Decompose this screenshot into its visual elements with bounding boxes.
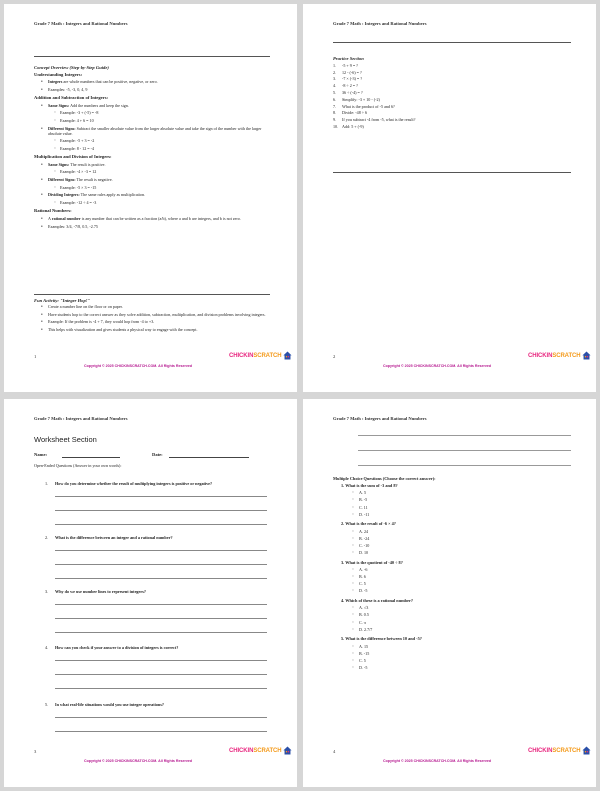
diff-example-2: ○ Example: 8 - 12 = -4 bbox=[34, 146, 272, 151]
item-text: Divide: -48 ÷ 6 bbox=[342, 110, 368, 116]
mcq-question: 1. What is the sum of -3 and 8? bbox=[341, 483, 398, 488]
bullet-text: Subtract the smaller absolute value from the larger absolute value and take the sign of the number with the larger absolute value. bbox=[48, 125, 262, 136]
item-number: 10. bbox=[333, 123, 339, 129]
bullet-text: A bbox=[48, 215, 52, 221]
item-number: 9. bbox=[333, 117, 337, 123]
fun-bullet-4: ● This helps with visualization and gives students a physical way to engage with the concept. bbox=[34, 327, 272, 332]
muldiv-title: Multiplication and Division of Integers: bbox=[34, 154, 112, 160]
worksheet-title: Worksheet Section bbox=[34, 435, 97, 444]
brand-part-1: CHICKIN bbox=[528, 748, 553, 754]
item-text: 12 - (-6) = ? bbox=[342, 69, 362, 75]
fun-bullet-3: ● Example: If the problem is -4 + 7, they would hop from -4 to +3. bbox=[34, 319, 272, 324]
item-text: If you subtract -4 from -5, what is the result? bbox=[342, 117, 416, 123]
item-text: Add: 5 + (-9) bbox=[342, 123, 364, 129]
copyright: Copyright © 2025 CHICKINSCRATCH.COM. All Rights Reserved bbox=[383, 759, 492, 763]
mcq-option[interactable]: ○ D. -5 bbox=[333, 665, 571, 670]
same-example-2: ○ Example: 4 + 6 = 10 bbox=[34, 118, 272, 123]
mcq-question: 5. What is the difference between 10 and -5? bbox=[341, 636, 422, 642]
practice-section bbox=[333, 56, 571, 129]
mcq-option[interactable]: ○ B. -5 bbox=[333, 497, 571, 502]
mcq-option[interactable]: ○ B. -15 bbox=[333, 651, 571, 656]
integers-examples: ● Examples: -5, -3, 0, 4, 9 bbox=[34, 87, 272, 92]
practice-item bbox=[333, 124, 571, 129]
question-text: How do you determine whether the result of multiplying integers is positive or negative? bbox=[55, 481, 213, 486]
bullet-text: The result is negative. bbox=[75, 177, 113, 183]
open-ended-question bbox=[45, 481, 275, 486]
page-number: 3 bbox=[34, 749, 37, 754]
mcq-question: 4. Which of these is a rational number? bbox=[341, 598, 414, 604]
page-4 bbox=[303, 399, 596, 787]
mcq-option[interactable]: ○ C. π bbox=[333, 620, 571, 625]
mcq-option[interactable]: ○ D. 10 bbox=[333, 550, 571, 555]
overview-title: Concept Overview (Step-by-Step Guide) bbox=[34, 65, 109, 70]
practice-item bbox=[333, 83, 571, 88]
practice-item bbox=[333, 104, 571, 109]
house-icon bbox=[582, 746, 591, 755]
answer-line[interactable] bbox=[55, 550, 267, 551]
header-divider bbox=[34, 56, 270, 57]
bullet-text: Add the numbers and keep the sign. bbox=[69, 102, 129, 108]
item-number: 5. bbox=[333, 89, 337, 95]
md-diff-bullet bbox=[34, 177, 272, 182]
copyright: Copyright © 2025 CHICKINSCRATCH.COM. All Rights Reserved bbox=[84, 364, 193, 368]
house-icon bbox=[283, 351, 292, 360]
practice-item bbox=[333, 63, 571, 68]
mcq-section bbox=[333, 476, 571, 670]
bullet-text: are whole numbers that can be positive, negative, or zero. bbox=[62, 79, 158, 85]
practice-item bbox=[333, 90, 571, 95]
bullet-text: The same rules apply as multiplication. bbox=[79, 192, 146, 198]
bold-term: rational number bbox=[51, 215, 81, 221]
bullet-text: is any number that can be written as a fraction (a/b), where a and b are integers, and b is not zero. bbox=[80, 215, 241, 221]
page-header: Grade 7 Math : Integers and Rational Numbers bbox=[34, 21, 128, 26]
item-number: 2. bbox=[333, 69, 337, 75]
mcq-option[interactable]: ○ A. -6 bbox=[333, 567, 571, 572]
answer-line[interactable] bbox=[55, 510, 267, 511]
practice-item bbox=[333, 70, 571, 75]
answer-line[interactable] bbox=[55, 632, 267, 633]
practice-list bbox=[333, 63, 571, 129]
integers-bullet bbox=[34, 79, 272, 84]
mcq-option[interactable]: ○ C. 5 bbox=[333, 581, 571, 586]
question-text: In what real-life situations would you use integer operations? bbox=[55, 702, 164, 707]
concept-overview bbox=[34, 65, 272, 229]
item-number: 8. bbox=[333, 110, 337, 116]
brand-logo bbox=[229, 748, 282, 754]
item-text: -5 + 9 = ? bbox=[342, 62, 358, 68]
bold-term: Same Signs: bbox=[48, 161, 70, 167]
page-3 bbox=[4, 399, 297, 787]
mcq-question: 2. What is the result of -6 × 4? bbox=[341, 521, 396, 527]
answer-line[interactable] bbox=[55, 674, 267, 675]
answer-line[interactable] bbox=[55, 688, 267, 689]
question-number: 5. bbox=[45, 702, 49, 707]
open-ended-question bbox=[45, 645, 275, 650]
mcq-option[interactable]: ○ A. 15 bbox=[333, 644, 571, 649]
section-divider bbox=[333, 172, 571, 173]
brand-logo bbox=[528, 353, 581, 359]
name-field[interactable] bbox=[62, 457, 120, 458]
rational-examples: ● Examples: 3/4, -7/8, 0.5, -2.75 bbox=[34, 224, 272, 229]
practice-item bbox=[333, 97, 571, 102]
question-text: What is the difference between an integer and a rational number? bbox=[55, 535, 173, 540]
fun-activity bbox=[34, 298, 272, 332]
item-number: 6. bbox=[333, 96, 337, 102]
mcq-option[interactable]: ○ A. 24 bbox=[333, 529, 571, 534]
brand-part-1: CHICKIN bbox=[229, 748, 254, 754]
mcq-option[interactable]: ○ A. √3 bbox=[333, 605, 571, 610]
md-diff-example: ○ Example: -5 × 3 = -15 bbox=[34, 185, 272, 190]
bullet-text: The result is positive. bbox=[69, 161, 106, 167]
practice-item bbox=[333, 110, 571, 115]
header-divider bbox=[333, 42, 571, 43]
mcq-option[interactable]: ○ C. 5 bbox=[333, 658, 571, 663]
same-signs-bullet bbox=[34, 103, 272, 108]
page-number: 1 bbox=[34, 354, 37, 359]
question-number: 4. bbox=[45, 645, 49, 650]
answer-line[interactable] bbox=[55, 524, 267, 525]
mcq-option[interactable]: ○ D. -5 bbox=[333, 588, 571, 593]
item-number: 3. bbox=[333, 76, 337, 82]
name-label: Name: bbox=[34, 452, 48, 457]
brand-part-2: SCRATCH bbox=[253, 748, 282, 754]
fun-bullet-2: ● Have students hop to the correct answer as they solve addition, subtraction, multiplication, and division problems involving integers. bbox=[34, 312, 272, 317]
question-number: 3. bbox=[45, 589, 49, 594]
copyright: Copyright © 2025 CHICKINSCRATCH.COM. All Rights Reserved bbox=[84, 759, 193, 763]
brand-logo bbox=[229, 353, 282, 359]
item-text: -7 × (-3) = ? bbox=[342, 76, 363, 82]
rational-bullet bbox=[34, 216, 272, 221]
different-signs-bullet bbox=[34, 126, 272, 136]
page-header: Grade 7 Math : Integers and Rational Numbers bbox=[34, 416, 128, 421]
mcq-option[interactable]: ○ D. -11 bbox=[333, 512, 571, 517]
item-number: 4. bbox=[333, 83, 337, 89]
mcq-question: 3. What is the quotient of -40 ÷ 8? bbox=[341, 559, 403, 565]
date-label: Date: bbox=[152, 452, 163, 457]
mcq-title: Multiple Choice Questions (Choose the correct answer): bbox=[333, 476, 436, 481]
brand-part-2: SCRATCH bbox=[253, 353, 282, 359]
dividing-bullet bbox=[34, 192, 272, 197]
addsub-title: Addition and Subtraction of Integers: bbox=[34, 95, 109, 101]
mcq-option[interactable]: ○ C. -10 bbox=[333, 543, 571, 548]
practice-item bbox=[333, 117, 571, 122]
answer-line[interactable] bbox=[55, 578, 267, 579]
date-field[interactable] bbox=[169, 457, 249, 458]
page-number: 2 bbox=[333, 354, 336, 359]
mcq-option[interactable]: ○ B. 0.5 bbox=[333, 612, 571, 617]
page-header: Grade 7 Math : Integers and Rational Numbers bbox=[333, 416, 427, 421]
bold-term: Dividing Integers: bbox=[48, 192, 80, 198]
practice-item bbox=[333, 76, 571, 81]
understanding-title: Understanding Integers: bbox=[34, 71, 83, 77]
answer-line[interactable] bbox=[55, 717, 267, 718]
item-text: 36 ÷ (-4) = ? bbox=[342, 89, 363, 95]
house-icon bbox=[582, 351, 591, 360]
answer-line[interactable] bbox=[55, 496, 267, 497]
mcq-option[interactable]: ○ D. 2.7/7 bbox=[333, 627, 571, 632]
open-ended-question bbox=[45, 702, 275, 707]
mcq-option[interactable]: ○ C. 11 bbox=[333, 505, 571, 510]
md-same-example: ○ Example: -4 × -3 = 12 bbox=[34, 169, 272, 174]
question-text: Why do we use number lines to represent integers? bbox=[55, 589, 146, 594]
copyright: Copyright © 2025 CHICKINSCRATCH.COM. All Rights Reserved bbox=[383, 364, 492, 368]
instructions: Open-Ended Questions (Answer in your own words): bbox=[34, 463, 122, 468]
brand-logo bbox=[528, 748, 581, 754]
page-2 bbox=[303, 4, 596, 392]
answer-line[interactable] bbox=[55, 618, 267, 619]
brand-part-1: CHICKIN bbox=[229, 353, 254, 359]
question-number: 1. bbox=[45, 481, 49, 486]
bold-term: Different Signs: bbox=[48, 177, 76, 183]
question-number: 2. bbox=[45, 535, 49, 540]
rational-title: Rational Numbers: bbox=[34, 208, 72, 214]
answer-line[interactable] bbox=[55, 604, 267, 605]
fun-title: Fun Activity: "Integer Hop!" bbox=[34, 298, 91, 303]
practice-title: Practice Section bbox=[333, 56, 364, 61]
section-divider bbox=[34, 294, 270, 295]
item-text: -8 ÷ 2 = ? bbox=[342, 83, 358, 89]
house-icon bbox=[283, 746, 292, 755]
answer-line[interactable] bbox=[358, 435, 571, 436]
answer-line[interactable] bbox=[358, 450, 571, 451]
question-text: How can you check if your answer to a division of integers is correct? bbox=[55, 645, 179, 650]
bold-term: Different Signs: bbox=[48, 125, 76, 131]
mcq-option[interactable]: ○ B. -24 bbox=[333, 536, 571, 541]
bold-term: Integers bbox=[48, 79, 63, 85]
page-number: 4 bbox=[333, 749, 336, 754]
brand-part-2: SCRATCH bbox=[552, 748, 581, 754]
item-number: 1. bbox=[333, 62, 337, 68]
item-number: 7. bbox=[333, 103, 337, 109]
item-text: Simplify: -3 + 10 - (-2) bbox=[342, 96, 380, 102]
answer-line[interactable] bbox=[55, 564, 267, 565]
md-same-bullet bbox=[34, 162, 272, 167]
item-text: What is the product of -5 and 6? bbox=[342, 103, 395, 109]
mcq-list bbox=[333, 483, 571, 670]
mcq-option[interactable]: ○ B. 6 bbox=[333, 574, 571, 579]
div-example: ○ Example: -12 ÷ 4 = -3 bbox=[34, 200, 272, 205]
open-ended-question bbox=[45, 535, 275, 540]
diff-example-1: ○ Example: -5 + 3 = -2 bbox=[34, 138, 272, 143]
brand-part-1: CHICKIN bbox=[528, 353, 553, 359]
open-ended-question bbox=[45, 589, 275, 594]
page-header: Grade 7 Math : Integers and Rational Numbers bbox=[333, 21, 427, 26]
brand-part-2: SCRATCH bbox=[552, 353, 581, 359]
page-1 bbox=[4, 4, 297, 392]
fun-bullet-1: ● Create a number line on the floor or on paper. bbox=[34, 304, 272, 309]
answer-line[interactable] bbox=[55, 731, 267, 732]
answer-line[interactable] bbox=[55, 660, 267, 661]
bold-term: Same Signs: bbox=[48, 102, 70, 108]
mcq-option[interactable]: ○ A. 5 bbox=[333, 490, 571, 495]
answer-line[interactable] bbox=[358, 465, 571, 466]
same-example-1: ○ Example: -3 + (-5) = -8 bbox=[34, 110, 272, 115]
